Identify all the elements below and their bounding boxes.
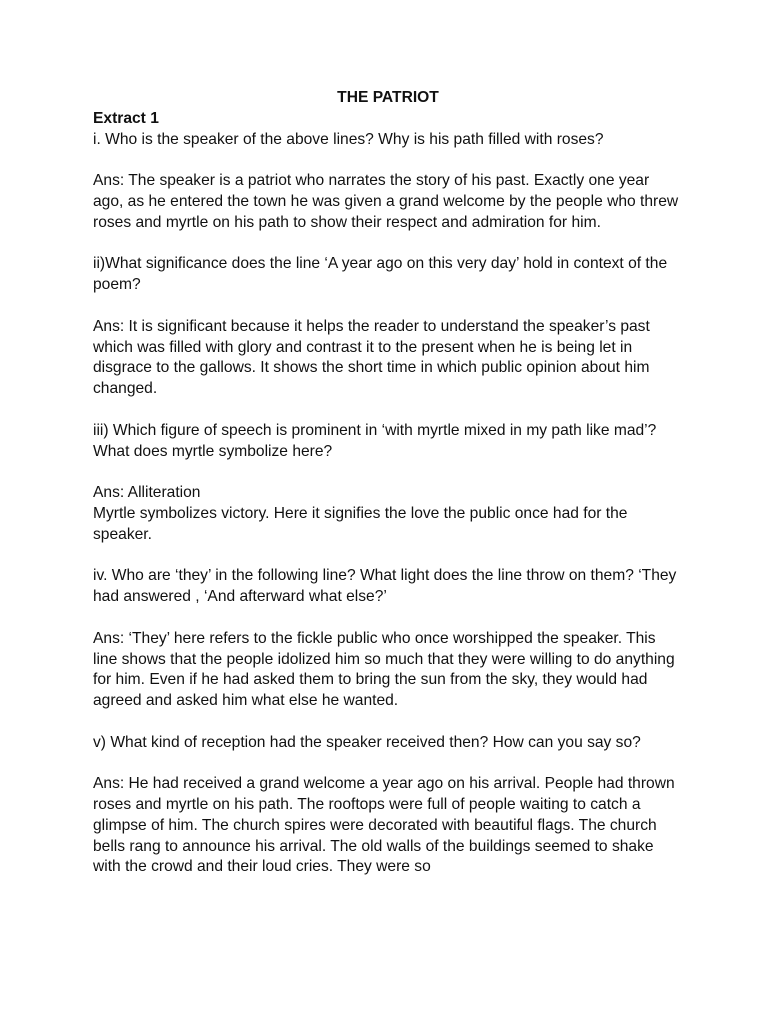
- question-2: ii)What significance does the line ‘A year ago on this very day’ hold in context of the poem?: [93, 255, 668, 294]
- question-5: v) What kind of reception had the speaker received then? How can you say so?: [93, 733, 641, 751]
- answer-2: Ans: It is significant because it helps the reader to understand the speaker’s past which was filled with glory and contrast it to the present when he is being let in disgrace to the gallows. It shows the short time in which public opinion about him changed.: [93, 317, 650, 398]
- question-1: i. Who is the speaker of the above lines? Why is his path filled with roses?: [93, 130, 604, 148]
- question-3: iii) Which figure of speech is prominent in ‘with myrtle mixed in my path like mad’? What does myrtle symbolize here?: [93, 421, 657, 460]
- document-page: [93, 88, 683, 878]
- paragraph-gap: [93, 546, 683, 567]
- paragraph-gap: [93, 296, 683, 317]
- document-title: THE PATRIOT: [337, 89, 439, 106]
- answer-3b: Myrtle symbolizes victory. Here it signifies the love the public once had for the speaker.: [93, 504, 628, 543]
- answer-1: Ans: The speaker is a patriot who narrates the story of his past. Exactly one year ago, as he entered the town he was given a grand welcome by the people who threw roses and myrtle on his path to show their respect and admiration for him.: [93, 172, 679, 231]
- extract-heading: Extract 1: [93, 109, 159, 127]
- paragraph-gap: [93, 712, 683, 733]
- paragraph-gap: [93, 462, 683, 483]
- paragraph-gap: [93, 234, 683, 255]
- paragraph-gap: [93, 400, 683, 421]
- answer-5: Ans: He had received a grand welcome a year ago on his arrival. People had thrown roses and myrtle on his path. The rooftops were full of people waiting to catch a glimpse of him. The church spires were decorated with beautiful flags. The church bells rang to announce his arrival. The old walls of the buildings seemed to shake with the crowd and their loud cries. They were so: [93, 775, 675, 876]
- question-4: iv. Who are ‘they’ in the following line? What light does the line throw on them? ‘They had answered , ‘And afterward what else?’: [93, 567, 677, 606]
- paragraph-gap: [93, 754, 683, 775]
- paragraph-gap: [93, 608, 683, 629]
- answer-4: Ans: ‘They’ here refers to the fickle public who once worshipped the speaker. This line shows that the people idolized him so much that they were willing to do anything for him. Even if he had asked them to bring the sun from the sky, they would had agreed and asked him what else he wanted.: [93, 629, 675, 710]
- paragraph-gap: [93, 150, 683, 171]
- answer-3a: Ans: Alliteration: [93, 484, 201, 502]
